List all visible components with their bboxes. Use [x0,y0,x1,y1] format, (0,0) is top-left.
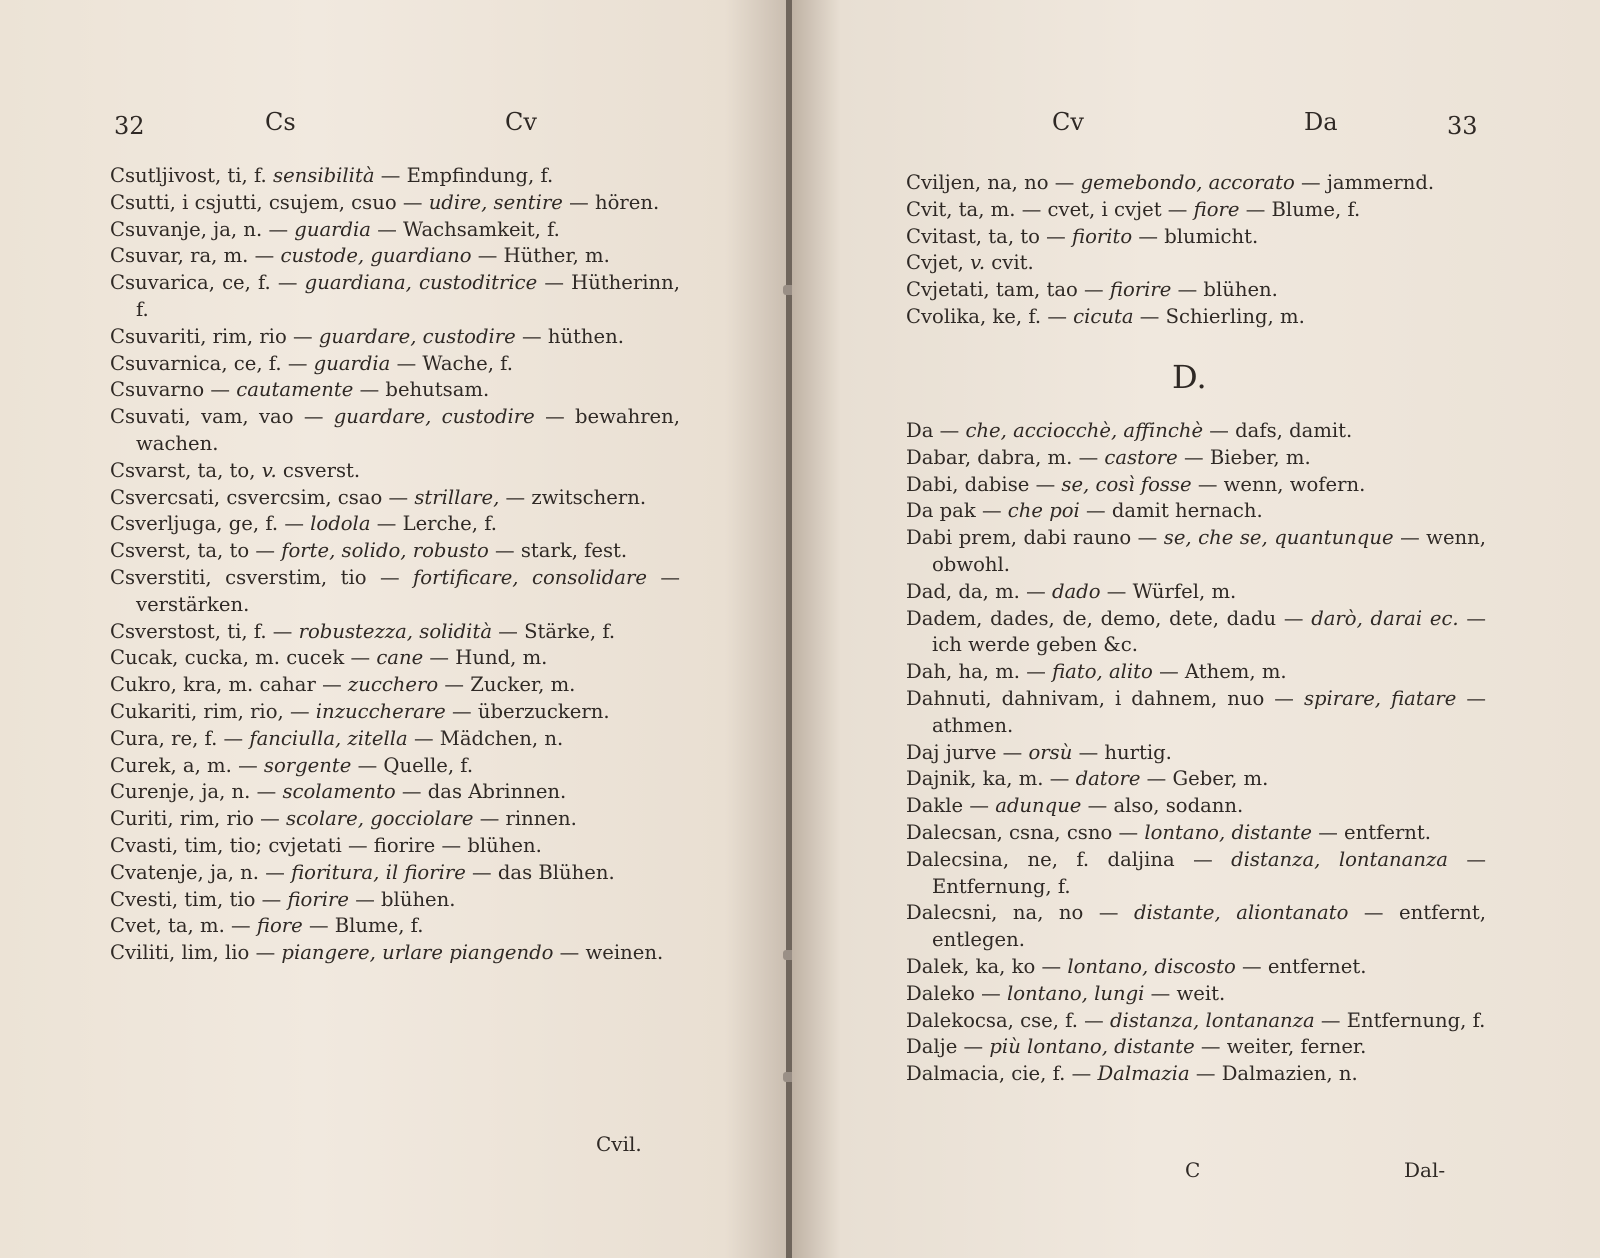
entry-italian: strillare, [414,485,500,509]
entry-german: — blühen. [355,887,456,911]
entry-headword: Daj jurve — [906,740,1023,764]
entry-german: — bewahren, wachen. [136,405,681,455]
dictionary-entry [906,197,1486,224]
entry-italian: udire, sentire [428,190,563,214]
entry-headword: Cvolika, ke, f. — [906,304,1067,328]
dictionary-entry [110,190,680,217]
entry-headword: Cucak, cucka, m. cucek — [110,646,371,670]
entry-german: — Athem, m. [1159,660,1287,684]
entry-german: — stark, fest. [495,539,628,563]
entry-italian: fiorire [287,887,349,911]
entry-german: — hurtig. [1078,740,1172,764]
entry-german: — Mädchen, n. [413,726,564,750]
dictionary-entry [906,766,1486,793]
entry-italian: fiore [1193,197,1240,221]
entry-italian: castore [1104,445,1178,469]
entry-german: — Blume, f. [1245,197,1361,221]
dictionary-entry [906,579,1486,606]
dictionary-entry [906,1061,1486,1088]
entry-italian: fiorito [1072,224,1133,248]
dictionary-entry [110,753,680,780]
entry-headword: Csuvarnica, ce, f. — [110,351,308,375]
entry-headword: Csvarst, ta, to, [110,458,256,482]
dictionary-entry [906,250,1486,277]
entry-headword: Dahnuti, dahnivam, i dahnem, nuo — [906,686,1294,710]
entry-italian: guardiana, custoditrice [304,271,538,295]
entry-german: — athmen. [932,686,1486,737]
entry-italian: guardare, custodire [333,405,535,429]
entry-headword: Csverstiti, csverstim, tio — [110,565,400,589]
dictionary-entry [110,779,680,806]
dictionary-entry [110,404,680,458]
entry-german: — Bieber, m. [1184,445,1311,469]
entry-headword: Cvet, ta, m. — [110,914,251,938]
entry-headword: Cviljen, na, no — [906,171,1075,194]
dictionary-entry [110,645,680,672]
entry-german: — Dalmazien, n. [1195,1062,1358,1086]
dictionary-entry [906,472,1486,499]
dictionary-entry [110,485,680,512]
entry-german: — blühen. [441,833,542,857]
entry-german: — weit. [1150,981,1226,1005]
dictionary-entry [110,672,680,699]
dictionary-entry [906,740,1486,767]
running-head-right: Cv [505,108,537,136]
entry-german: — das Blühen. [472,860,615,884]
entry-italian: distanza, lontananza [1231,847,1448,871]
entry-german: — wenn, obwohl. [932,526,1487,576]
dictionary-entry [110,511,680,538]
entry-italian: dado [1051,579,1101,603]
entry-german: — blumicht. [1138,224,1259,248]
entry-headword: Dakle — [906,794,989,818]
entry-italian: che poi [1007,499,1080,523]
dictionary-entry [906,847,1486,901]
entry-headword: Csverstost, ti, f. — [110,619,293,643]
entry-italian: fiato, alito [1052,660,1153,684]
entry-german: — Hüther, m. [477,244,610,268]
entry-italian: forte, solido, robusto [281,539,489,563]
entry-german: — Wachsamkeit, f. [377,217,560,241]
entry-german: — Entfernung, f. [1320,1008,1486,1032]
entry-italian: scolamento [282,780,396,804]
entry-headword: Daleko — [906,981,1001,1005]
entry-headword: Csuvar, ra, m. — [110,244,275,268]
entry-italian: cicuta [1073,304,1134,328]
entry-headword: Dad, da, m. — [906,579,1046,603]
entry-italian: orsù [1028,740,1073,764]
entry-headword: Dalecsina, ne, f. daljina — [906,847,1213,871]
entry-german: — damit hernach. [1086,499,1263,523]
dictionary-entry [906,277,1486,304]
entry-headword: Csutljivost, ti, f. [110,164,267,187]
entry-italian: darò, darai ec. [1311,606,1459,630]
dictionary-entry [906,170,1486,197]
entry-italian: piangere, urlare piangendo [281,941,554,965]
entry-italian: lodola [310,512,371,536]
entry-headword: Curek, a, m. — [110,753,258,777]
entry-headword: Dalecsni, na, no — [906,901,1119,925]
entry-german: — Zucker, m. [444,673,576,697]
entry-headword: Dabar, dabra, m. — [906,445,1099,469]
entry-german: csverst. [282,458,361,482]
dictionary-entry [906,1008,1486,1035]
entry-italian: lontano, lungi [1006,981,1145,1005]
entry-german: — blühen. [1177,278,1278,302]
entry-headword: Da — [906,419,960,442]
entry-italian: gemebondo, accorato [1080,171,1295,194]
entry-headword: Cvjet, [906,251,964,275]
entry-italian: sensibilità [273,164,375,187]
dictionary-entry [110,860,680,887]
dictionary-entry [110,726,680,753]
entry-headword: Cura, re, f. — [110,726,244,750]
page-number: 32 [114,112,145,140]
entry-german: — hören. [569,190,660,214]
dictionary-entry [906,954,1486,981]
dictionary-entry [110,243,680,270]
entry-german: — das Abrinnen. [401,780,567,804]
entry-italian: guardare, custodire [318,324,516,348]
entry-german: — weiter, ferner. [1200,1035,1367,1059]
entry-headword: Cvasti, tim, tio; cvjetati — fiorire [110,833,436,857]
entry-german: — Wache, f. [396,351,513,375]
dictionary-entry [110,458,680,485]
entry-headword: Dalmacia, cie, f. — [906,1062,1092,1086]
entry-german: — dafs, damit. [1209,419,1353,442]
entry-headword: Dalek, ka, ko — [906,954,1062,978]
entry-headword: Curenje, ja, n. — [110,780,277,804]
entry-italian: sorgente [263,753,352,777]
entry-headword: Cviliti, lim, lio — [110,941,276,965]
entry-headword: Csuvarica, ce, f. — [110,271,298,295]
entry-italian: v. [261,458,277,482]
entry-italian: custode, guardiano [280,244,472,268]
dictionary-entry [906,981,1486,1008]
entry-italian: guardia [294,217,371,241]
entry-italian: se, così fosse [1061,472,1192,496]
entry-italian: adunque [995,794,1082,818]
entry-german: — Entfernung, f. [932,847,1486,898]
dictionary-entry [906,820,1486,847]
entry-headword: Dalecsan, csna, csno — [906,820,1139,844]
entry-headword: Cukariti, rim, rio, — [110,699,310,723]
dictionary-entry [906,1034,1486,1061]
entry-italian: robustezza, solidità [298,619,493,643]
entry-headword: Cvesti, tim, tio — [110,887,282,911]
dictionary-entry [906,659,1486,686]
entry-headword: Csuvariti, rim, rio — [110,324,313,348]
dictionary-entry [110,351,680,378]
dictionary-entry [110,538,680,565]
dictionary-entry [906,498,1486,525]
entry-german: — verstärken. [136,565,680,616]
entry-german: — entfernt. [1318,820,1432,844]
entry-list [906,170,1486,331]
dictionary-entry [110,806,680,833]
dictionary-entry [110,619,680,646]
entry-italian: v. [970,251,986,275]
entry-german: — entfernt, entlegen. [932,901,1487,952]
entry-german: — zwitschern. [505,485,647,509]
dictionary-entry [906,793,1486,820]
dictionary-entry [906,525,1486,579]
entry-headword: Dalekocsa, cse, f. — [906,1008,1104,1032]
entry-headword: Csutti, i csjutti, csujem, csuo — [110,190,423,214]
entry-german: — wenn, wofern. [1197,472,1366,496]
entry-german: — Hund, m. [429,646,548,670]
entry-headword: Dah, ha, m. — [906,660,1046,684]
entry-german: — Empfindung, f. [380,164,554,187]
entry-italian: guardia [313,351,391,375]
dictionary-entry [110,163,680,190]
entry-italian: fiore [256,914,303,938]
entry-italian: se, che se, quantunque [1163,526,1394,550]
entry-headword: Dabi prem, dabi rauno — [906,526,1158,550]
entry-italian: cautamente [236,378,354,402]
dictionary-entry [906,686,1486,740]
entry-italian: distanza, lontananza [1110,1008,1315,1032]
entry-headword: Csverst, ta, to — [110,539,275,563]
dictionary-entry [110,270,680,324]
entry-italian: spirare, fiatare [1303,686,1457,710]
entry-headword: Dalje — [906,1035,984,1059]
entry-headword: Csuvati, vam, vao — [110,405,324,429]
entry-headword: Csuvanje, ja, n. — [110,217,289,241]
entry-german: — Würfel, m. [1106,579,1237,603]
entry-german: — rinnen. [479,807,577,831]
dictionary-entry [110,833,680,860]
dictionary-entry [110,217,680,244]
entry-german: — weinen. [559,941,664,965]
signature-mark: C [1185,1158,1201,1182]
left-page [0,0,788,1258]
entry-italian: fioritura, il fiorire [291,860,466,884]
entry-italian: Dalmazia [1097,1062,1190,1086]
entry-list [110,163,680,967]
entry-italian: zucchero [347,673,439,697]
entry-german: — entfernet. [1242,954,1367,978]
entry-german: — Stärke, f. [498,619,616,643]
dictionary-entry [906,418,1486,445]
entry-headword: Cvjetati, tam, tao — [906,278,1104,302]
entry-headword: Cukro, kra, m. cahar — [110,673,342,697]
entry-german: — Hütherinn, f. [136,271,680,321]
entry-italian: cane [376,646,424,670]
entry-italian: lontano, discosto [1067,954,1236,978]
catchword: Dal- [1404,1158,1446,1182]
dictionary-entry [110,887,680,914]
dictionary-entry [110,377,680,404]
entry-italian: che, acciocchè, affinchè [965,419,1204,442]
entry-german: — Blume, f. [308,914,424,938]
entry-italian: inzuccherare [315,699,446,723]
entry-italian: fortificare, consolidare [413,565,647,589]
entry-german: cvit. [991,251,1034,275]
entry-headword: Cvit, ta, m. — cvet, i cvjet — [906,197,1188,221]
dictionary-entry [906,224,1486,251]
entry-headword: Curiti, rim, rio — [110,807,280,831]
entry-headword: Csverljuga, ge, f. — [110,512,304,536]
entry-headword: Da pak — [906,499,1002,523]
entry-german: — behutsam. [359,378,490,402]
entry-italian: lontano, distante [1144,820,1312,844]
dictionary-entry [110,913,680,940]
running-head-left: Cs [265,108,296,136]
entry-headword: Dajnik, ka, m. — [906,767,1070,791]
entry-german: — ich werde geben &c. [932,606,1487,657]
dictionary-entry [110,565,680,619]
entry-german: — also, sodann. [1087,794,1244,818]
entry-headword: Csvercsati, csvercsim, csao — [110,485,409,509]
entry-headword: Cvitast, ta, to — [906,224,1066,248]
entry-headword: Dabi, dabise — [906,472,1056,496]
entry-german: — Lerche, f. [376,512,497,536]
entry-italian: fanciulla, zitella [249,726,408,750]
entry-italian: datore [1075,767,1141,791]
dictionary-entry [110,940,680,967]
entry-german: — Geber, m. [1146,767,1269,791]
entry-italian: più lontano, distante [989,1035,1195,1059]
entry-german: — jammernd. [1301,171,1435,194]
entry-headword: Dadem, dades, de, demo, dete, dadu — [906,606,1304,630]
entry-german: — Schierling, m. [1139,304,1305,328]
entry-german: — Quelle, f. [357,753,474,777]
entry-italian: distante, aliontanato [1133,901,1349,925]
entry-italian: scolare, gocciolare [286,807,474,831]
entry-list [906,418,1486,1088]
section-letter: D. [1172,358,1207,396]
dictionary-entry [906,304,1486,331]
running-head-right: Da [1304,108,1338,136]
dictionary-entry [906,445,1486,472]
page-number: 33 [1447,112,1478,140]
entry-headword: Csuvarno — [110,378,231,402]
running-head-left: Cv [1052,108,1084,136]
entry-german: — überzuckern. [452,699,610,723]
dictionary-entry [906,900,1486,954]
entry-german: — hüthen. [522,324,624,348]
dictionary-entry [110,699,680,726]
catchword: Cvil. [596,1132,642,1156]
entry-italian: fiorire [1109,278,1172,302]
dictionary-entry [906,606,1486,660]
entry-headword: Cvatenje, ja, n. — [110,860,285,884]
dictionary-entry [110,324,680,351]
